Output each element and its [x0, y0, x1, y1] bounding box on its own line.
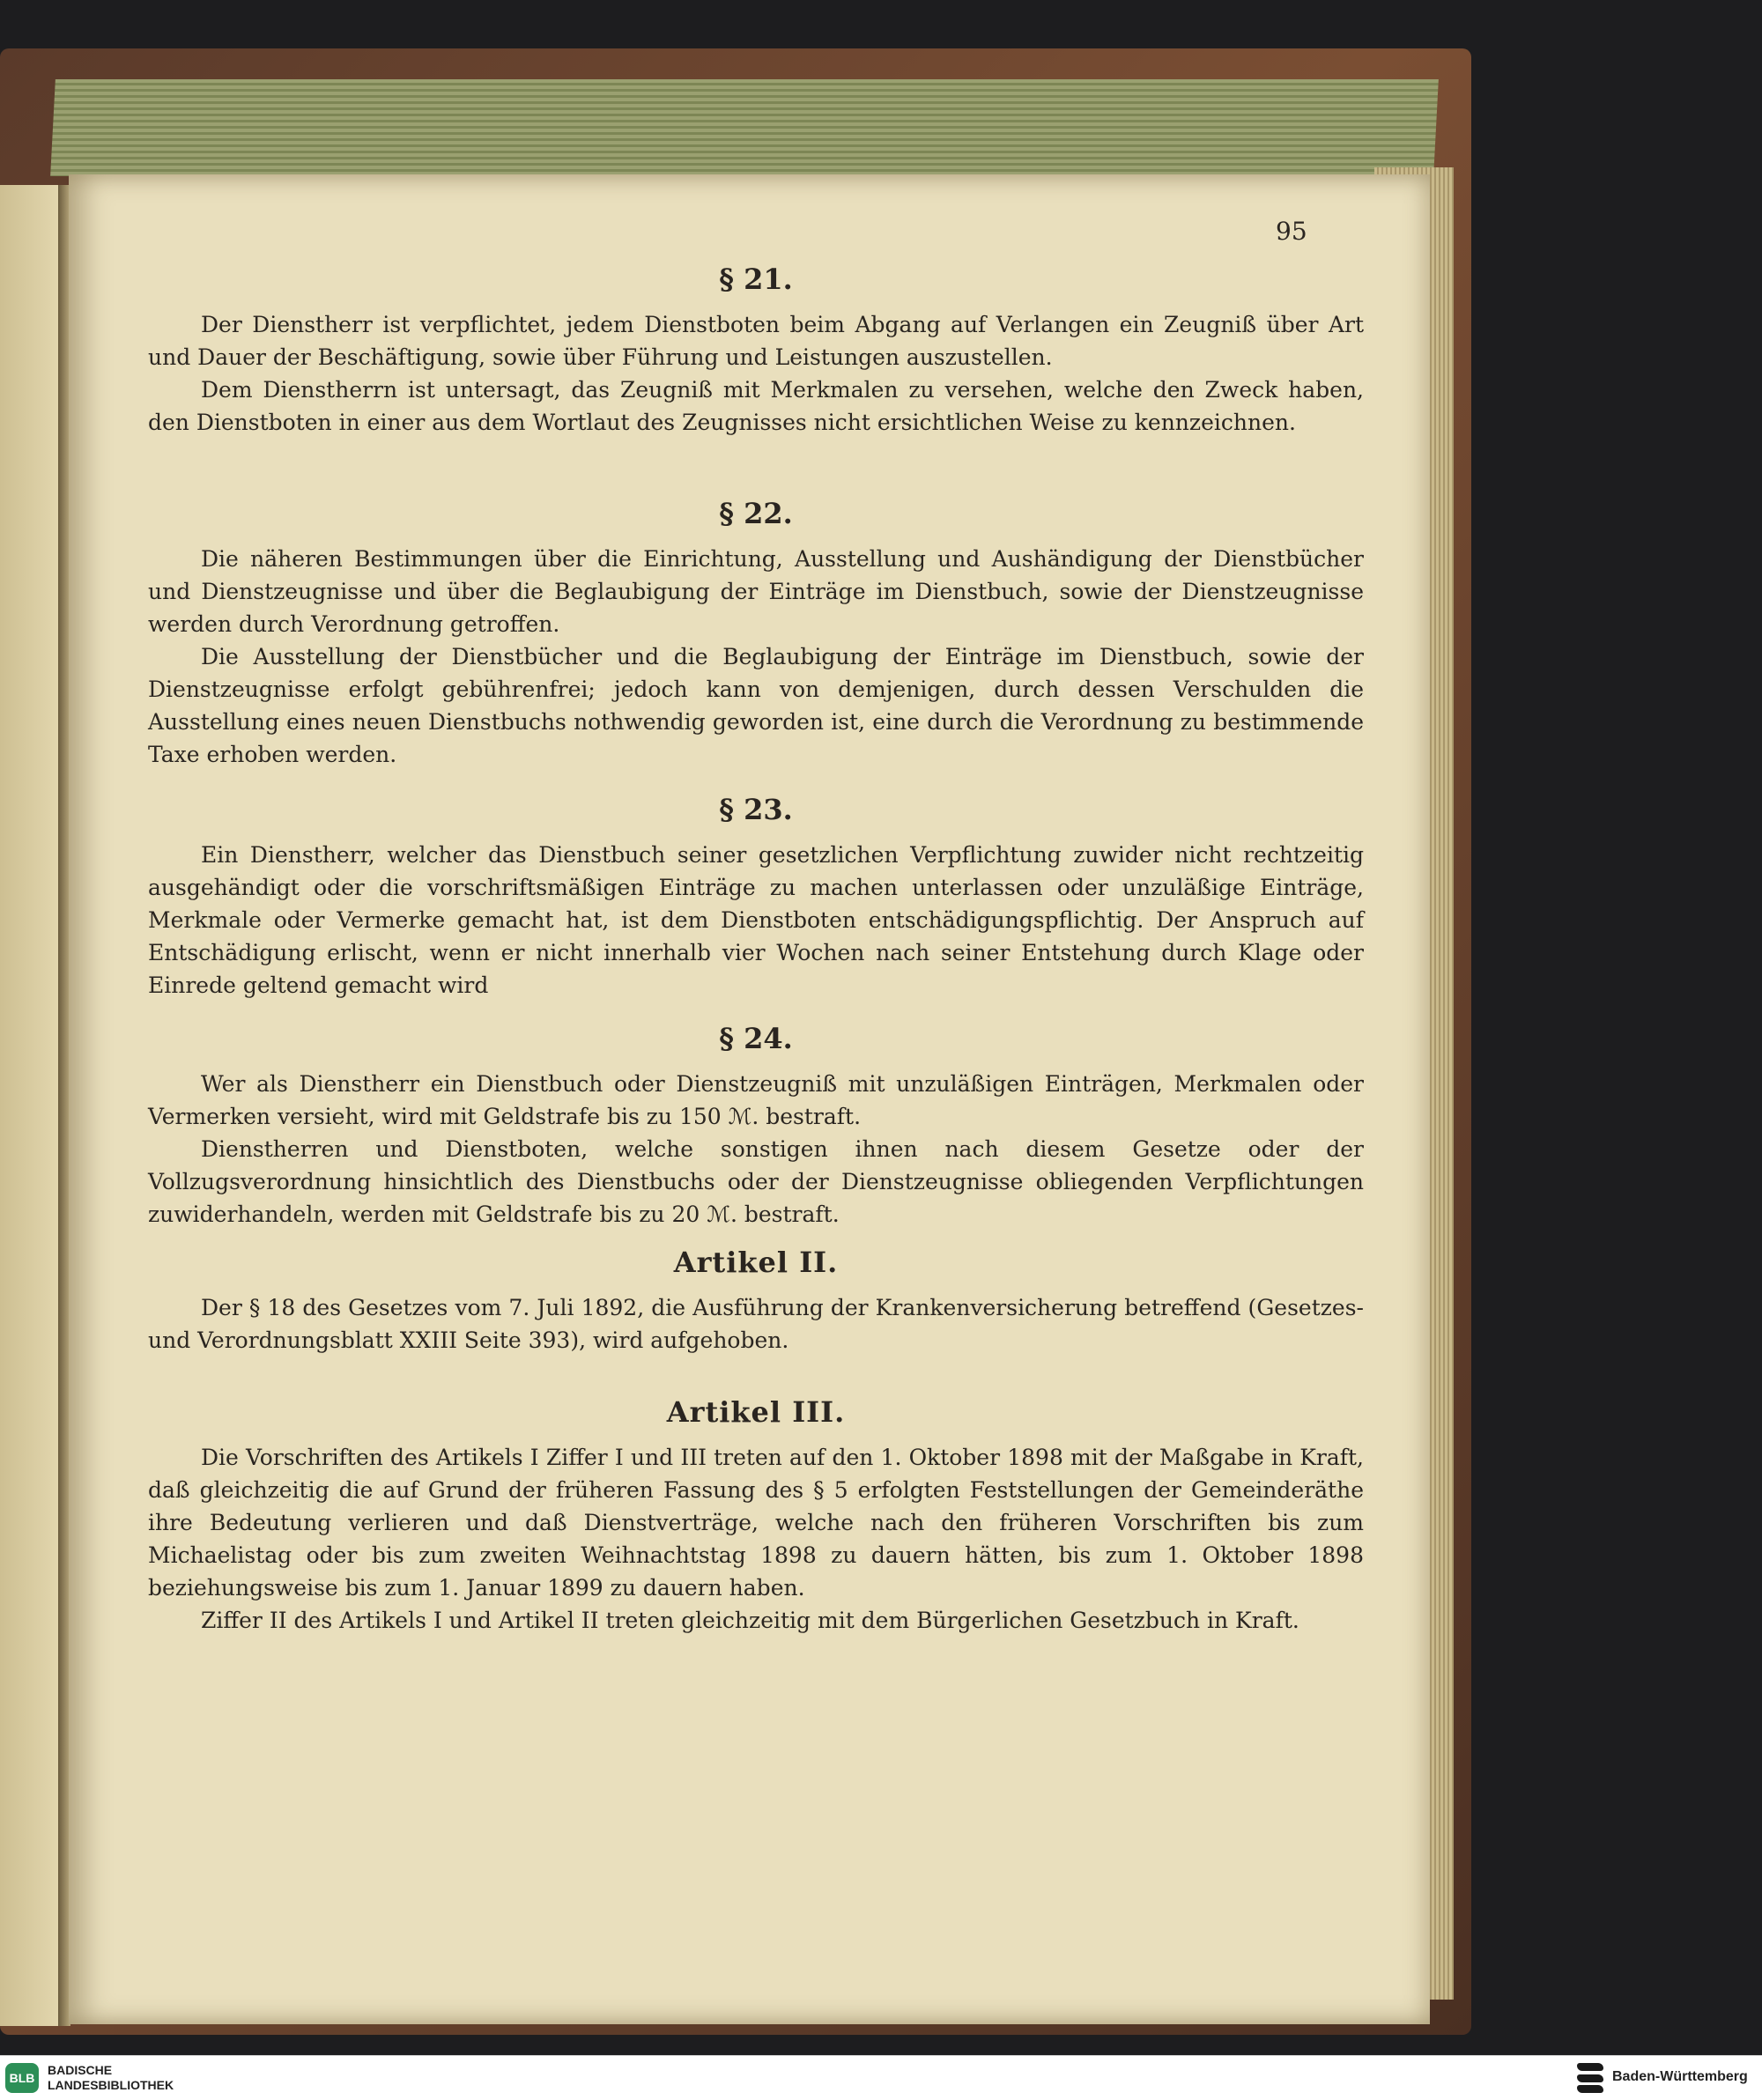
page-number: 95 — [1276, 217, 1307, 246]
artikel-heading: Artikel II. — [673, 1246, 839, 1279]
viewer-footer — [0, 2055, 1762, 2100]
paragraph: Ein Dienstherr, welcher das Dienstbuch seiner gesetzlichen Verpflichtung zuwider nicht rechtzeitig ausgehändigt oder die vorschriftsmäßigen Einträge zu machen unterlassen oder unzuläßige Einträge, Merkmale oder Vermerke gemacht hat, ist dem Dienstboten entschädigungspflichtig. Der Anspruch auf Entschädigung erlischt, wenn er nicht innerhalb vier Wochen nach seiner Entstehung durch Klage oder Einrede geltend gemacht wird — [148, 842, 1364, 998]
section-23 — [148, 793, 1364, 1002]
paragraph: Der § 18 des Gesetzes vom 7. Juli 1892, die Ausführung der Krankenversicherung betreffend (Gesetzes- und Verordnungsblatt XXIII Seite 393), wird aufgehoben. — [148, 1295, 1364, 1353]
state-name[interactable]: Baden-Württemberg — [1612, 2069, 1748, 2084]
scanned-page — [69, 174, 1430, 2024]
section-heading: § 22. — [719, 497, 793, 530]
paragraph: Die Ausstellung der Dienstbücher und die Beglaubigung der Einträge im Dienstbuch, sowie der Dienstzeugnisse erfolgt gebührenfrei; jedoch kann von demjenigen, durch dessen Verschulden die Ausstellung eines neuen Dienstbuchs nothwendig geworden ist, eine durch die Verordnung zu bestimmende Taxe erhoben werden. — [148, 644, 1364, 767]
paragraph: Dienstherren und Dienstboten, welche sonstigen ihnen nach diesem Gesetze oder der Vollzugsverordnung hinsichtlich des Dienstbuchs oder der Dienstzeugnisse obliegenden Verpflichtungen zuwiderhandeln, werden mit Geldstrafe bis zu 20 ℳ. bestraft. — [148, 1136, 1364, 1227]
paragraph: Wer als Dienstherr ein Dienstbuch oder Dienstzeugniß mit unzuläßigen Einträgen, Merkmalen oder Vermerken versieht, wird mit Geldstrafe bis zu 150 ℳ. bestraft. — [148, 1071, 1364, 1129]
section-heading: § 24. — [719, 1022, 793, 1055]
section-heading: § 21. — [719, 262, 793, 296]
section-heading: § 23. — [719, 793, 793, 826]
artikel-2 — [148, 1246, 1364, 1357]
blb-logo-icon[interactable]: BLB — [5, 2063, 39, 2093]
paragraph: Der Dienstherr ist verpflichtet, jedem Dienstboten beim Abgang auf Verlangen ein Zeugniß über Art und Dauer der Beschäftigung, sowie über Führung und Leistungen auszustellen. — [148, 312, 1364, 370]
section-24 — [148, 1022, 1364, 1231]
artikel-heading: Artikel III. — [666, 1395, 846, 1429]
library-name[interactable]: BADISCHE LANDESBIBLIOTHEK — [48, 2063, 174, 2092]
bw-lions-icon — [1577, 2063, 1603, 2093]
section-21 — [148, 262, 1364, 439]
section-22 — [148, 497, 1364, 771]
paragraph: Die Vorschriften des Artikels I Ziffer I und III treten auf den 1. Oktober 1898 mit der Maßgabe in Kraft, daß gleichzeitig die auf Grund der früheren Fassung des § 5 erfolgten Feststellungen der Gemeinderäthe ihre Bedeutung verlieren und daß Dienstverträge, welche nach den früheren Vorschriften bis zum Michaelistag oder bis zum zweiten Weihnachtstag 1898 zu dauern hätten, bis zum 1. Oktober 1898 beziehungsweise bis zum 1. Januar 1899 zu dauern haben. — [148, 1445, 1364, 1601]
artikel-3 — [148, 1395, 1364, 1637]
book-top-edge — [50, 79, 1439, 176]
left-page-edge — [0, 185, 63, 2026]
paragraph: Dem Dienstherrn ist untersagt, das Zeugniß mit Merkmalen zu versehen, welche den Zweck haben, den Dienstboten in einer aus dem Wortlaut des Zeugnisses nicht ersichtlichen Weise zu kennzeichnen. — [148, 377, 1364, 435]
paragraph: Die näheren Bestimmungen über die Einrichtung, Ausstellung und Aushändigung der Dienstbücher und Dienstzeugnisse und über die Beglaubigung der Einträge im Dienstbuch, sowie der Dienstzeugnisse werden durch Verordnung getroffen. — [148, 546, 1364, 637]
paragraph: Ziffer II des Artikels I und Artikel II treten gleichzeitig mit dem Bürgerlichen Gesetzbuch in Kraft. — [201, 1608, 1299, 1633]
